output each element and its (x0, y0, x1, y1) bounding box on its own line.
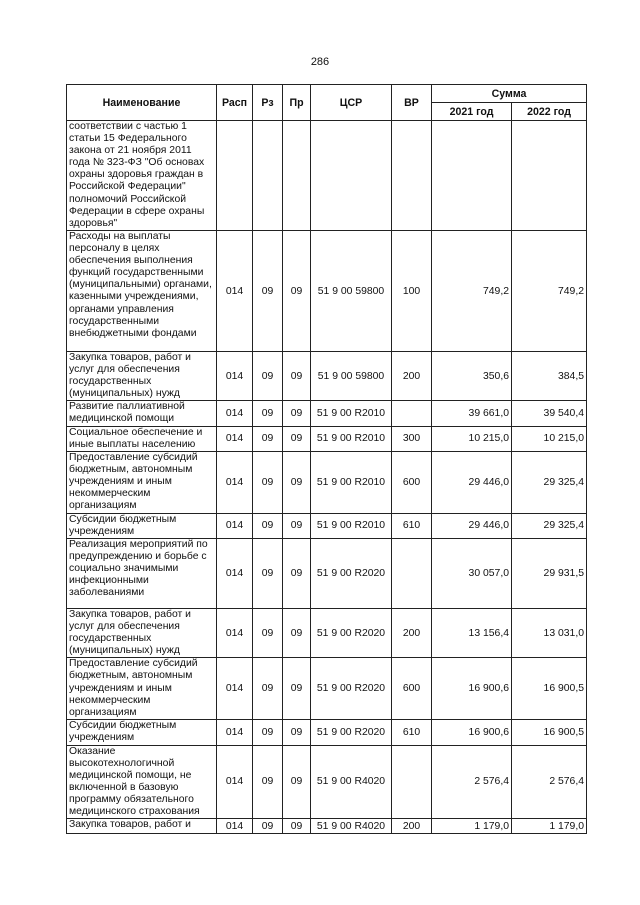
row-pr: 09 (283, 426, 311, 451)
row-csr: 51 9 00 R2010 (311, 513, 392, 538)
row-amount-2021: 16 900,6 (432, 658, 512, 720)
row-name: Развитие паллиативной медицинской помощи (67, 401, 217, 426)
row-rasp: 014 (217, 538, 253, 608)
table-row (67, 538, 587, 608)
table-row (67, 352, 587, 401)
row-pr: 09 (283, 720, 311, 745)
table-row (67, 658, 587, 720)
row-vr: 610 (392, 720, 432, 745)
row-name: Закупка товаров, работ и услуг для обеспечения государственных (муниципальных) нужд (67, 352, 217, 401)
row-rz: 09 (253, 513, 283, 538)
row-csr: 51 9 00 59800 (311, 231, 392, 352)
table-row (67, 231, 587, 352)
row-amount-2022: 29 931,5 (512, 538, 587, 608)
row-amount-2022: 39 540,4 (512, 401, 587, 426)
row-csr: 51 9 00 R2020 (311, 720, 392, 745)
row-amount-2021: 39 661,0 (432, 401, 512, 426)
row-amount-2022: 13 031,0 (512, 608, 587, 657)
row-csr: 51 9 00 R2010 (311, 426, 392, 451)
table-row (67, 819, 587, 834)
row-amount-2021: 1 179,0 (432, 819, 512, 834)
table-row (67, 513, 587, 538)
table-row (67, 426, 587, 451)
row-pr: 09 (283, 401, 311, 426)
table-row (67, 451, 587, 513)
row-vr (392, 121, 432, 231)
row-rasp: 014 (217, 352, 253, 401)
row-name: Закупка товаров, работ и (67, 819, 217, 834)
table-row (67, 745, 587, 819)
header-row (67, 85, 587, 103)
row-rasp: 014 (217, 231, 253, 352)
row-rasp: 014 (217, 401, 253, 426)
row-rz: 09 (253, 819, 283, 834)
row-vr (392, 401, 432, 426)
row-pr (283, 121, 311, 231)
row-amount-2021: 29 446,0 (432, 451, 512, 513)
row-name: Предоставление субсидий бюджетным, автономным учреждениям и иным некоммерческим организациям (67, 658, 217, 720)
row-rz: 09 (253, 745, 283, 819)
row-name: Закупка товаров, работ и услуг для обеспечения государственных (муниципальных) нужд (67, 608, 217, 657)
row-rz: 09 (253, 451, 283, 513)
row-rz: 09 (253, 608, 283, 657)
row-rz: 09 (253, 538, 283, 608)
row-vr: 600 (392, 451, 432, 513)
row-pr: 09 (283, 451, 311, 513)
row-rasp (217, 121, 253, 231)
col-header-2021: 2021 год (432, 103, 512, 121)
col-header-csr: ЦСР (311, 85, 392, 121)
row-name: Субсидии бюджетным учреждениям (67, 513, 217, 538)
row-vr: 200 (392, 352, 432, 401)
row-rasp: 014 (217, 819, 253, 834)
col-header-rz: Рз (253, 85, 283, 121)
row-amount-2022: 1 179,0 (512, 819, 587, 834)
row-name: Реализация мероприятий по предупреждению и борьбе с социально значимыми инфекционными заболеваниями (67, 538, 217, 608)
budget-table (66, 84, 587, 834)
row-pr: 09 (283, 819, 311, 834)
row-csr (311, 121, 392, 231)
table-row (67, 121, 587, 231)
row-amount-2022 (512, 121, 587, 231)
row-rasp: 014 (217, 720, 253, 745)
row-pr: 09 (283, 745, 311, 819)
row-amount-2022: 29 325,4 (512, 513, 587, 538)
row-csr: 51 9 00 R2010 (311, 401, 392, 426)
row-rasp: 014 (217, 608, 253, 657)
row-amount-2022: 16 900,5 (512, 658, 587, 720)
page-number: 286 (310, 56, 330, 68)
row-vr: 300 (392, 426, 432, 451)
row-vr: 100 (392, 231, 432, 352)
row-vr: 200 (392, 608, 432, 657)
row-rasp: 014 (217, 513, 253, 538)
col-header-2022: 2022 год (512, 103, 587, 121)
row-amount-2022: 384,5 (512, 352, 587, 401)
col-header-sum: Сумма (432, 85, 587, 103)
row-rasp: 014 (217, 658, 253, 720)
row-pr: 09 (283, 513, 311, 538)
row-csr: 51 9 00 R2020 (311, 608, 392, 657)
row-amount-2021: 16 900,6 (432, 720, 512, 745)
table-row (67, 720, 587, 745)
row-vr (392, 745, 432, 819)
row-csr: 51 9 00 R2020 (311, 658, 392, 720)
row-csr: 51 9 00 R2020 (311, 538, 392, 608)
row-rasp: 014 (217, 745, 253, 819)
row-pr: 09 (283, 231, 311, 352)
row-amount-2021: 13 156,4 (432, 608, 512, 657)
row-vr (392, 538, 432, 608)
row-rz (253, 121, 283, 231)
row-rasp: 014 (217, 451, 253, 513)
row-amount-2021: 350,6 (432, 352, 512, 401)
col-header-pr: Пр (283, 85, 311, 121)
row-name: Предоставление субсидий бюджетным, автономным учреждениям и иным некоммерческим организациям (67, 451, 217, 513)
row-amount-2022: 10 215,0 (512, 426, 587, 451)
row-vr: 200 (392, 819, 432, 834)
row-rz: 09 (253, 658, 283, 720)
table-row (67, 401, 587, 426)
row-pr: 09 (283, 608, 311, 657)
row-rz: 09 (253, 231, 283, 352)
row-name: Расходы на выплаты персоналу в целях обеспечения выполнения функций государственными (муниципальными) органами, казенными учреждениями, органами управления государственными внебюджетными фондами (67, 231, 217, 352)
row-rz: 09 (253, 720, 283, 745)
row-amount-2022: 2 576,4 (512, 745, 587, 819)
row-pr: 09 (283, 538, 311, 608)
row-amount-2022: 16 900,5 (512, 720, 587, 745)
row-amount-2022: 749,2 (512, 231, 587, 352)
row-vr: 600 (392, 658, 432, 720)
row-rz: 09 (253, 401, 283, 426)
row-pr: 09 (283, 352, 311, 401)
col-header-vr: ВР (392, 85, 432, 121)
row-amount-2021: 30 057,0 (432, 538, 512, 608)
row-rz: 09 (253, 352, 283, 401)
row-csr: 51 9 00 R4020 (311, 745, 392, 819)
row-amount-2021: 10 215,0 (432, 426, 512, 451)
row-name: Оказание высокотехнологичной медицинской помощи, не включенной в базовую программу обязательного медицинского страхования (67, 745, 217, 819)
row-pr: 09 (283, 658, 311, 720)
row-amount-2021: 2 576,4 (432, 745, 512, 819)
row-rasp: 014 (217, 426, 253, 451)
row-name: Субсидии бюджетным учреждениям (67, 720, 217, 745)
row-rz: 09 (253, 426, 283, 451)
row-csr: 51 9 00 R4020 (311, 819, 392, 834)
row-amount-2022: 29 325,4 (512, 451, 587, 513)
row-csr: 51 9 00 R2010 (311, 451, 392, 513)
row-name: Социальное обеспечение и иные выплаты населению (67, 426, 217, 451)
col-header-rasp: Расп (217, 85, 253, 121)
row-vr: 610 (392, 513, 432, 538)
row-name: соответствии с частью 1 статьи 15 Федерального закона от 21 ноября 2011 года № 323-ФЗ "Об основах охраны здоровья граждан в Российской Федерации" полномочий Российской Федерации в сфере охраны здоровья" (67, 121, 217, 231)
row-amount-2021: 749,2 (432, 231, 512, 352)
col-header-name: Наименование (67, 85, 217, 121)
row-amount-2021 (432, 121, 512, 231)
table-row (67, 608, 587, 657)
row-amount-2021: 29 446,0 (432, 513, 512, 538)
row-csr: 51 9 00 59800 (311, 352, 392, 401)
